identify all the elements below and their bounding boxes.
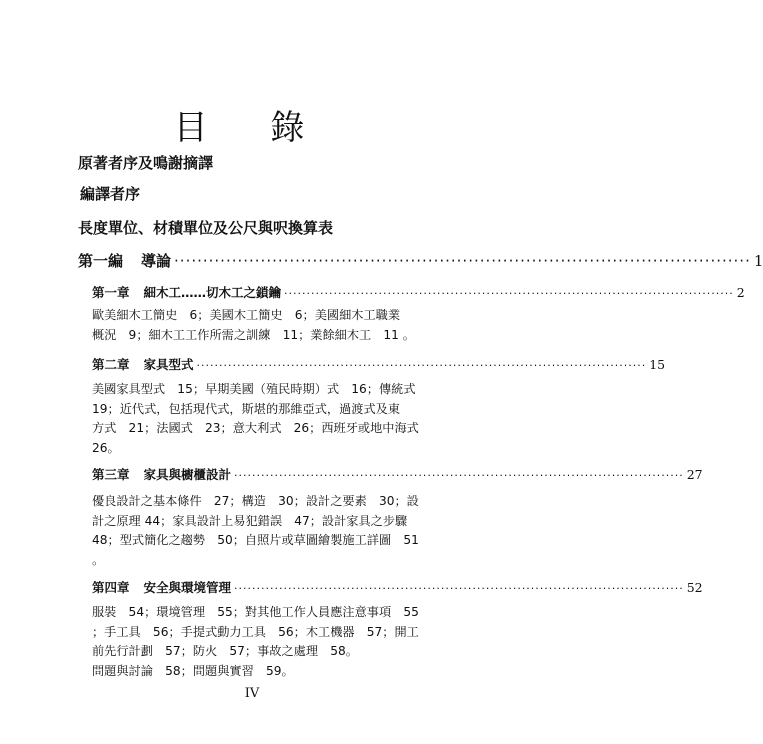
part-number: 第一編 [78, 252, 124, 270]
dot-leader: ···································································································· [284, 287, 734, 300]
section-line: 26。 [92, 440, 120, 455]
chapter-page: 2 [736, 285, 745, 300]
section-line: 服裝 54；環境管理 55；對其他工作人員應注意事項 55 [92, 605, 419, 619]
part-page: 1 [753, 252, 763, 270]
chapter-number: 第三章 [92, 467, 130, 482]
chapter-page: 27 [686, 467, 703, 482]
section-line: 前先行計劃 57；防火 57；事故之處理 58。 [92, 644, 358, 658]
toc-chapter-4[interactable] [92, 578, 703, 596]
section-line: 概況 9；細木工工作所需之訓練 11；業餘細木工 11 。 [92, 327, 415, 342]
section-line: 歐美細木工簡史 6；美國木工簡史 6；美國細木工職業 [92, 308, 401, 322]
chapter-4-sections [92, 603, 454, 681]
dot-leader: ···································································································· [196, 359, 647, 372]
chapter-number: 第二章 [92, 357, 130, 372]
chapter-label [92, 283, 281, 301]
chapter-number: 第四章 [92, 580, 130, 595]
chapter-number: 第一章 [92, 285, 130, 300]
chapter-3-sections [92, 492, 454, 570]
toc-chapter-2[interactable] [92, 355, 666, 373]
section-line: 優良設計之基本條件 27；構造 30；設計之要素 30；設 [92, 494, 419, 508]
section-line: 48；型式簡化之趨勢 50；自照片或草圖繪製施工詳圖 51 [92, 533, 419, 547]
toc-part-1[interactable] [78, 250, 763, 271]
chapter-page: 15 [649, 357, 666, 372]
chapter-page: 52 [686, 580, 703, 595]
front-matter-preface[interactable]: 原著者序及鳴謝摘譯 [78, 154, 214, 172]
dot-leader: ···································································································· [234, 582, 684, 595]
chapter-1-sections [92, 306, 454, 345]
page-title: 目 錄 [173, 108, 331, 148]
section-line: 方式 21；法國式 23；意大利式 26；西班牙或地中海式 [92, 421, 419, 435]
chapter-label [92, 578, 231, 596]
section-line: 美國家具型式 15；早期美國（殖民時期）式 16；傳統式 [92, 382, 416, 396]
page-number: IV [244, 686, 260, 701]
section-line: 計之原理 44；家具設計上易犯錯誤 47；設計家具之步驟 [92, 513, 408, 528]
dot-leader: ···································································································· [174, 252, 751, 270]
section-line: ；手工具 56；手提式動力工具 56；木工機器 57；開工 [92, 624, 419, 639]
part-label [78, 250, 171, 271]
toc-chapter-3[interactable] [92, 465, 703, 483]
chapter-title: 家具型式 [143, 357, 194, 372]
front-matter-translator-preface[interactable]: 編譯者序 [80, 185, 141, 203]
toc-chapter-1[interactable] [92, 283, 745, 301]
section-line-questions: 問題與討論 58；問題與實習 59。 [92, 663, 294, 678]
part-title: 導論 [141, 252, 172, 270]
section-line: 19；近代式，包括現代式，斯堪的那維亞式，過渡式及東 [92, 401, 401, 416]
chapter-label [92, 465, 231, 483]
chapter-title: 細木工……切木工之鎖鑰 [143, 285, 282, 300]
chapter-label [92, 355, 194, 373]
dot-leader: ···································································································· [234, 469, 684, 482]
chapter-2-sections [92, 380, 454, 458]
chapter-title: 家具與櫥櫃設計 [143, 467, 232, 482]
chapter-title: 安全與環境管理 [143, 580, 232, 595]
section-line: 。 [92, 552, 105, 567]
front-matter-conversion-table[interactable]: 長度單位、材積單位及公尺與呎換算表 [78, 219, 334, 237]
